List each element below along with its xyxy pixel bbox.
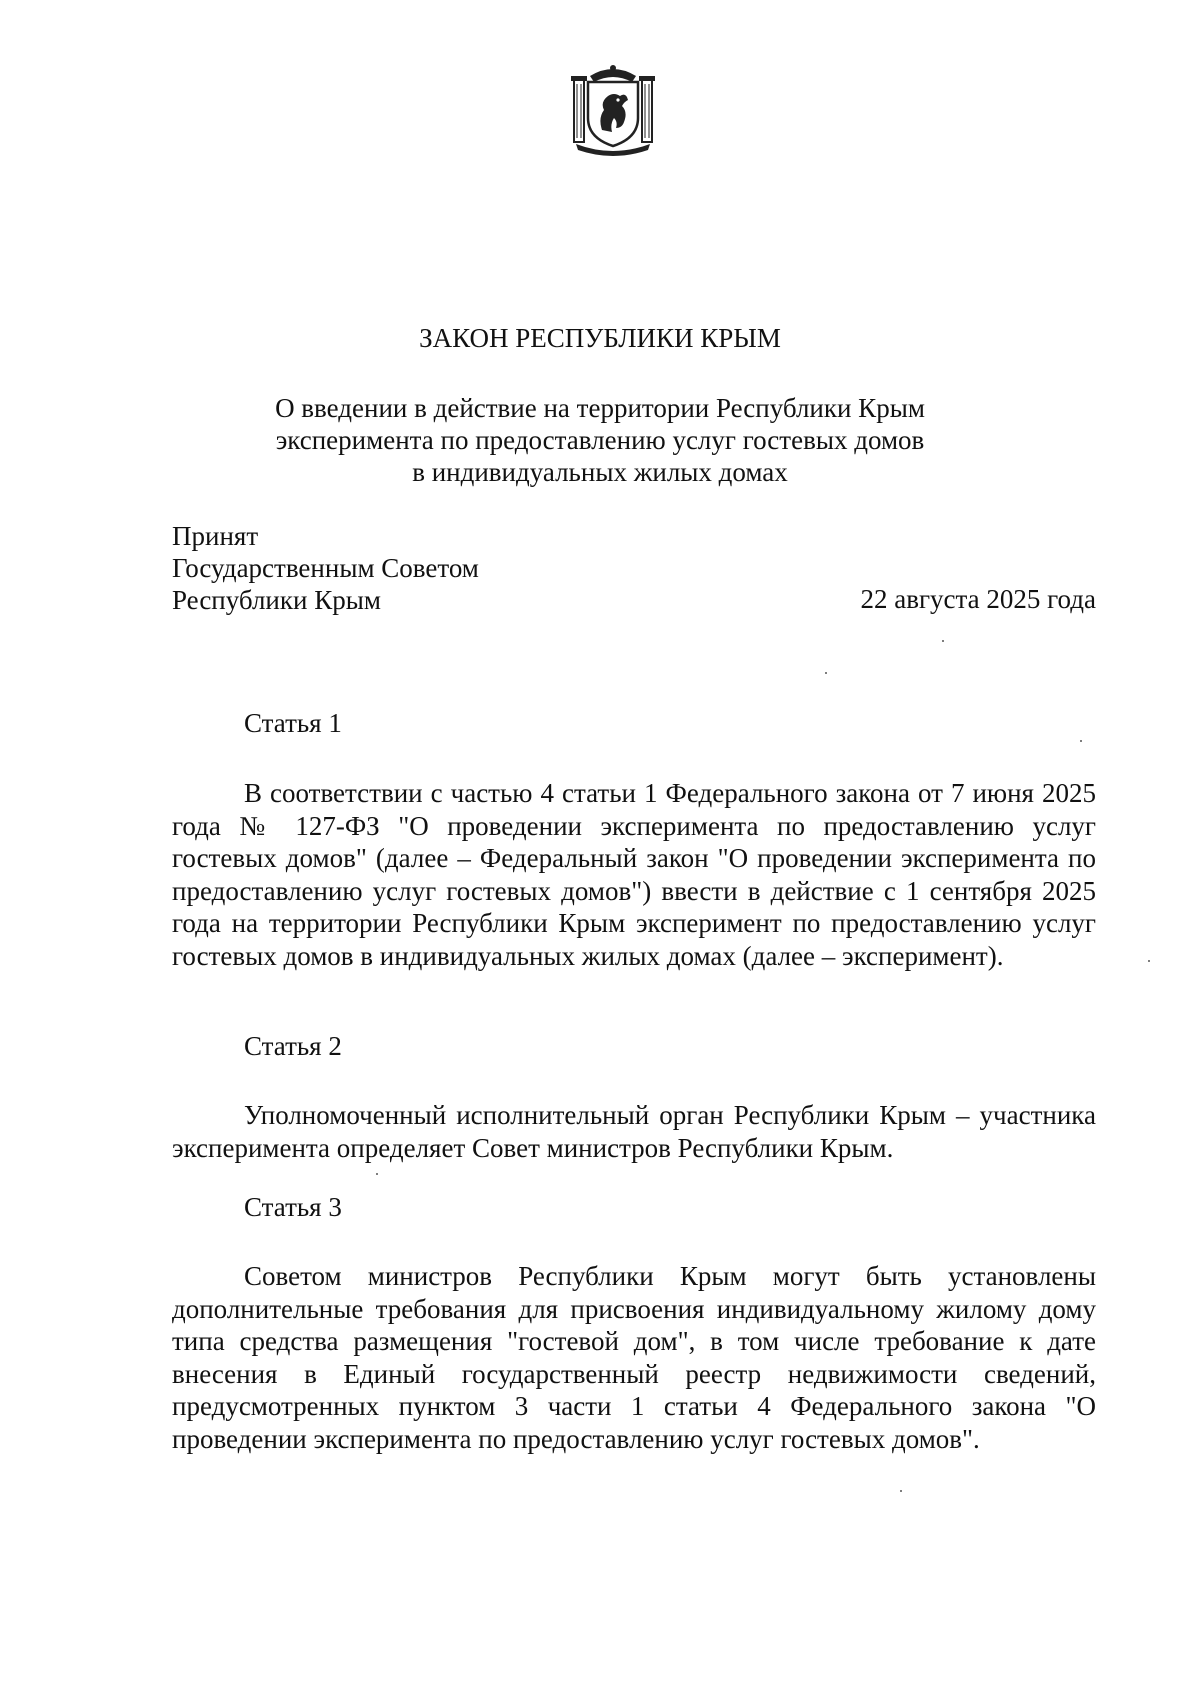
adopted-line: Принят [172, 521, 259, 551]
scan-speck [376, 1173, 378, 1175]
scan-speck [825, 672, 827, 674]
law-title: ЗАКОН РЕСПУБЛИКИ КРЫМ [419, 323, 781, 353]
article-1-heading: Статья 1 [244, 708, 342, 738]
subtitle-line: эксперимента по предоставлению услуг гостевых домов [275, 425, 925, 455]
article-2-heading: Статья 2 [244, 1031, 342, 1061]
scan-speck [900, 1490, 902, 1492]
coat-of-arms-icon [568, 62, 658, 158]
adopted-by-block [172, 520, 479, 616]
article-3-text: Советом министров Республики Крым могут быть установлены дополнительные требования для присвоения индивидуальному жилому дому типа средства размещения "гостевой дом", в том числе требование к дате внесения в Единый государственный реестр недвижимости сведений, предусмотренных пунктом 3 части 1 статьи 4 Федерального закона "О проведении эксперимента по предоставлению услуг гостевых домов". [172, 1261, 1096, 1454]
subtitle-line: О введении в действие на территории Республики Крым [275, 393, 925, 423]
subtitle-line: в индивидуальных жилых домах [412, 457, 788, 487]
article-1-text: В соответствии с частью 4 статьи 1 Федерального закона от 7 июня 2025 года № 127-ФЗ "О проведении эксперимента по предоставлению услуг гостевых домов" (далее – Федеральный закон "О проведении эксперимента по предоставлению услуг гостевых домов") ввести в действие с 1 сентября 2025 года на территории Республики Крым эксперимент по предоставлению услуг гостевых домов в индивидуальных жилых домах (далее – эксперимент). [172, 778, 1096, 971]
law-subtitle [0, 392, 1200, 488]
adopted-date: 22 августа 2025 года [860, 584, 1096, 614]
scan-speck [1080, 740, 1082, 742]
article-3-heading: Статья 3 [244, 1192, 342, 1222]
article-2-text: Уполномоченный исполнительный орган Республики Крым – участника эксперимента определяет Совет министров Республики Крым. [172, 1100, 1096, 1163]
scan-speck [942, 640, 944, 642]
adopted-line: Республики Крым [172, 585, 381, 615]
scan-speck [1148, 960, 1150, 962]
adopted-line: Государственным Советом [172, 553, 479, 583]
